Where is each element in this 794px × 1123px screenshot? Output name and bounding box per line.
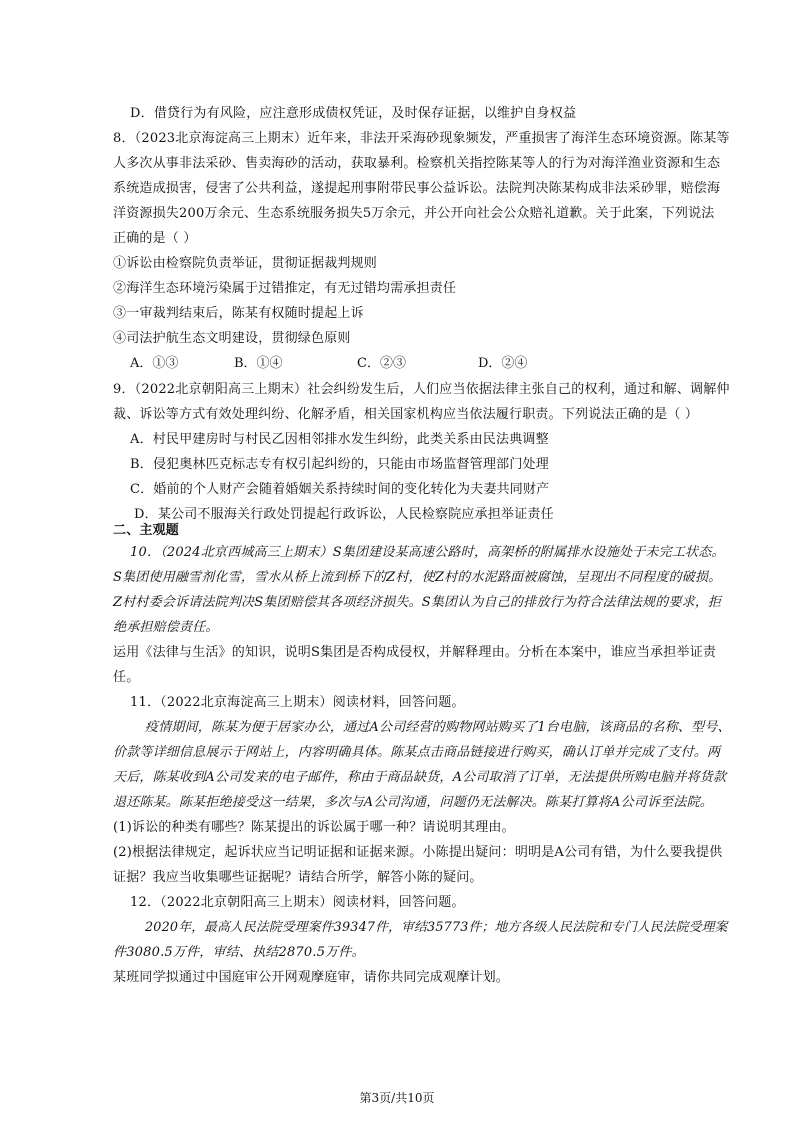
section-heading: 二、主观题 <box>113 523 180 538</box>
q8-option-d: D．②④ <box>478 356 528 371</box>
q8-option-b: B．①④ <box>234 356 283 371</box>
q8-line: 人多次从事非法采砂、售卖海砂的活动，获取暴利。检察机关指控陈某等人的行为对海洋渔业资源和生态 <box>113 156 721 171</box>
q12-task: 某班同学拟通过中国庭审公开网观摩庭审，请你共同完成观摩计划。 <box>113 970 510 985</box>
q9-line: 9．（2022北京朝阳高三上期末）社会纠纷发生后，人们应当依据法律主张自己的权利，通过和解、调解仲 <box>113 382 730 397</box>
q12-title: 12．（2022北京朝阳高三上期末）阅读材料，回答问题。 <box>130 895 465 910</box>
q8-option-c: C．②③ <box>357 356 406 371</box>
q9-line: 裁、诉讼等方式有效处理纠纷、化解矛盾，相关国家机构应当依法履行职责。下列说法正确的是（ ） <box>113 407 699 422</box>
q11-material-line: 退还陈某。陈某拒绝接受这一结果，多次与A公司沟通，问题仍无法解决。陈某打算将A公司诉至法院。 <box>113 795 713 810</box>
q12-material-line: 2020年，最高人民法院受理案件39347件，审结35773件；地方各级人民法院和专门人民法院受理案 <box>145 920 728 935</box>
q11-question: 证据？我应当收集哪些证据呢？请结合所学，解答小陈的疑问。 <box>113 870 483 885</box>
q8-statement: ③一审裁判结束后，陈某有权随时提起上诉 <box>113 306 364 321</box>
q9-option-c: C．婚前的个人财产会随着婚姻关系持续时间的变化转化为夫妻共同财产 <box>130 482 550 497</box>
q8-line: 系统造成损害，侵害了公共利益，遂提起刑事附带民事公益诉讼。法院判决陈某构成非法采砂罪，赔偿海 <box>113 181 721 196</box>
q10-line: S集团使用融雪剂化雪，雪水从桥上流到桥下的Z村，使Z村的水泥路面被腐蚀，呈现出不同程度的破损。 <box>113 570 722 585</box>
q11-material-line: 疫情期间，陈某为便于居家办公，通过A公司经营的购物网站购买了1台电脑，该商品的名称、型号、 <box>145 720 731 735</box>
q10-line: 绝承担赔偿责任。 <box>113 620 219 635</box>
q11-material-line: 价款等详细信息展示于网站上，内容明确具体。陈某点击商品链接进行购买，确认订单并完成了支付。两 <box>113 745 721 760</box>
q8-statement: ②海洋生态环境污染属于过错推定，有无过错均需承担责任 <box>113 281 457 296</box>
q8-option-a: A．①③ <box>130 356 179 371</box>
q10-question: 任。 <box>113 670 140 685</box>
q7-option-d: D．借贷行为有风险，应注意形成债权凭证，及时保存证据，以维护自身权益 <box>130 106 577 121</box>
q9-option-a: A．村民甲建房时与村民乙因相邻排水发生纠纷，此类关系由民法典调整 <box>130 432 549 447</box>
q8-line: 洋资源损失200万余元、生态系统服务损失5万余元，并公开向社会公众赔礼道歉。关于此案，下列说法 <box>113 206 715 221</box>
q11-question: (2)根据法律规定，起诉状应当记明证据和证据来源。小陈提出疑问：明明是A公司有错，为什么要我提供 <box>113 845 723 860</box>
q8-statement: ①诉讼由检察院负责举证，贯彻证据裁判规则 <box>113 256 378 271</box>
q8-statement: ④司法护航生态文明建设，贯彻绿色原则 <box>113 331 351 346</box>
q9-option-b: B．侵犯奥林匹克标志专有权引起纠纷的，只能由市场监督管理部门处理 <box>130 457 549 472</box>
q11-material-line: 天后，陈某收到A公司发来的电子邮件，称由于商品缺货，A公司取消了订单，无法提供所购电脑并将货款 <box>113 770 727 785</box>
q12-material-line: 件3080.5万件，审结、执结2870.5万件。 <box>113 945 365 960</box>
q8-line: 8．（2023北京海淀高三上期末）近年来，非法开采海砂现象频发，严重损害了海洋生态环境资源。陈某等 <box>113 131 730 146</box>
q11-question: (1)诉讼的种类有哪些？陈某提出的诉讼属于哪一种？请说明其理由。 <box>113 820 515 835</box>
q9-option-d: D．某公司不服海关行政处罚提起行政诉讼，人民检察院应承担举证责任 <box>134 507 554 522</box>
page-number: 第3页/共10页 <box>359 1091 435 1105</box>
q10-line: 10．（2024北京西城高三上期末）S集团建设某高速公路时，高架桥的附属排水设施处于未完工状态。 <box>130 545 725 560</box>
q8-line: 正确的是（ ） <box>113 231 197 246</box>
q11-title: 11．（2022北京海淀高三上期末）阅读材料，回答问题。 <box>130 695 465 710</box>
q10-line: Z村村委会诉请法院判决S集团赔偿其各项经济损失。S集团认为自己的排放行为符合法律法规的要求，拒 <box>113 595 722 610</box>
q10-question: 运用《法律与生活》的知识，说明S集团是否构成侵权，并解释理由。分析在本案中，谁应当承担举证责 <box>113 645 717 660</box>
